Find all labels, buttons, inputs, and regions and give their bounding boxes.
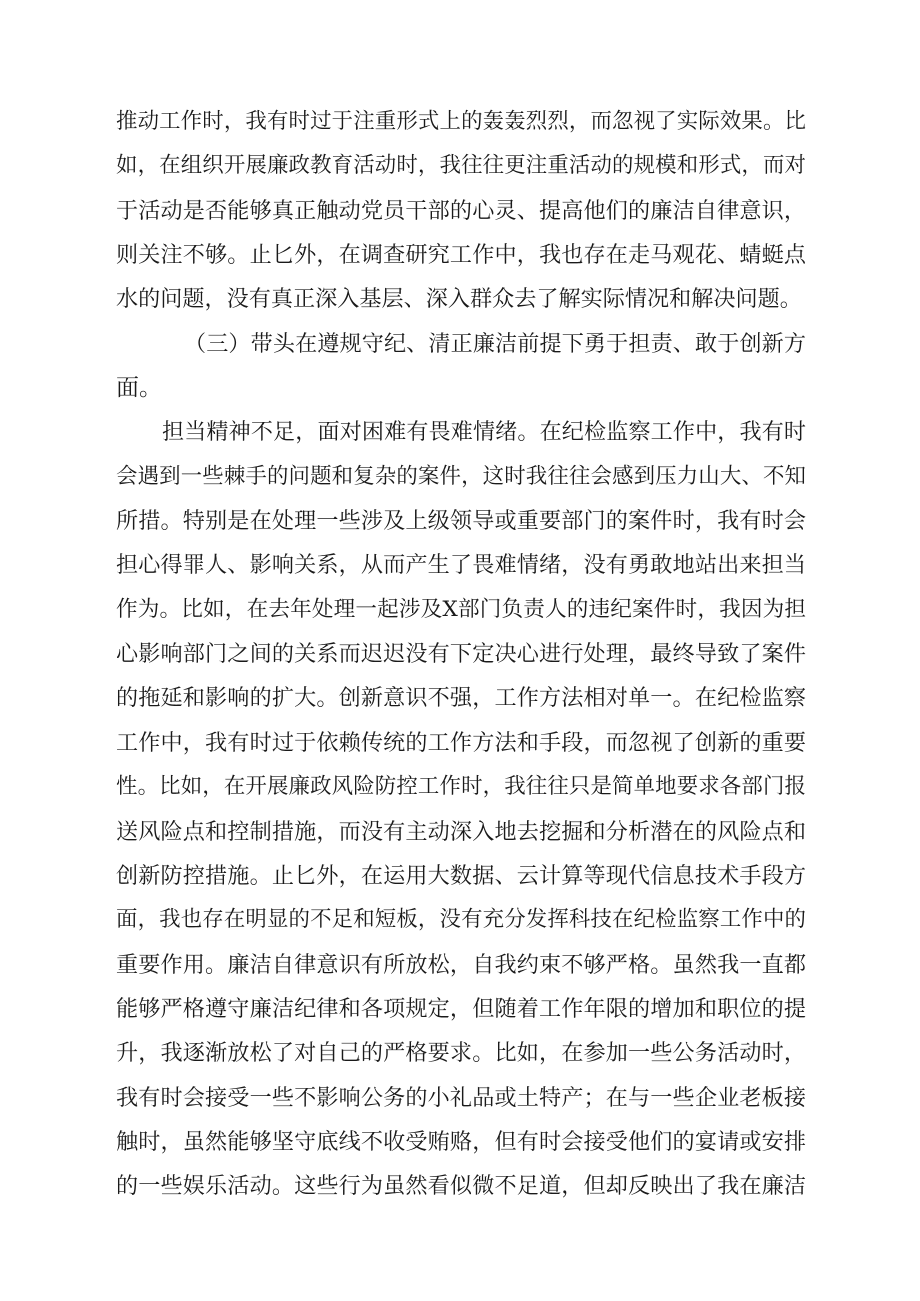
text-line: 送风险点和控制措施，而没有主动深入地去挖掘和分析潜在的风险点和 <box>116 818 806 845</box>
text-line: 升，我逐渐放松了对自己的严格要求。比如，在参加一些公务活动时， <box>116 1040 806 1067</box>
body-text <box>116 100 806 1209</box>
text-line: 我有时会接受一些不影响公务的小礼品或土特产；在与一些企业老板接 <box>116 1084 806 1111</box>
text-line: 工作中，我有时过于依赖传统的工作方法和手段，而忽视了创新的重要 <box>116 729 806 756</box>
section-heading: （三）带头在遵规守纪、清正廉洁前提下勇于担责、敢于创新方 <box>184 330 806 357</box>
text-line: 会遇到一些棘手的问题和复杂的案件，这时我往往会感到压力山大、不知 <box>116 463 806 489</box>
text-line: 作为。比如，在去年处理一起涉及X部门负责人的违纪案件时，我因为担 <box>116 596 806 622</box>
text-line: 能够严格遵守廉洁纪律和各项规定，但随着工作年限的增加和职位的提 <box>116 995 806 1022</box>
text-line: 担当精神不足，面对困难有畏难情绪。在纪检监察工作中，我有时 <box>162 419 806 446</box>
text-line: 创新防控措施。止匕外，在运用大数据、云计算等现代信息技术手段方 <box>116 862 806 889</box>
text-line: 担心得罪人、影响关系，从而产生了畏难情绪，没有勇敢地站出来担当 <box>116 552 806 579</box>
text-line: 则关注不够。止匕外，在调查研究工作中，我也存在走马观花、蜻蜓点 <box>116 242 806 269</box>
text-line: 水的问题，没有真正深入基层、深入群众去了解实际情况和解决问题。 <box>116 286 802 313</box>
text-line: 面，我也存在明显的不足和短板，没有充分发挥科技在纪检监察工作中的 <box>116 907 806 933</box>
text-line: 所措。特别是在处理一些涉及上级领导或重要部门的案件时，我有时会 <box>116 508 806 535</box>
text-line: 触时，虽然能够坚守底线不收受贿赂，但有时会接受他们的宴请或安排 <box>116 1128 806 1155</box>
text-line: 于活动是否能够真正触动党员干部的心灵、提高他们的廉洁自律意识， <box>116 197 806 224</box>
text-line: 重要作用。廉洁自律意识有所放松，自我约束不够严格。虽然我一直都 <box>116 951 806 978</box>
text-line: 心影响部门之间的关系而迟迟没有下定决心进行处理，最终导致了案件 <box>116 641 806 668</box>
text-line: 的一些娱乐活动。这些行为虽然看似微不足道，但却反映出了我在廉洁 <box>116 1173 806 1200</box>
text-line: 推动工作时，我有时过于注重形式上的轰轰烈烈，而忽视了实际效果。比 <box>116 109 806 134</box>
text-line: 性。比如，在开展廉政风险防控工作时，我往往只是简单地要求各部门报 <box>116 774 806 800</box>
section-heading-continued: 面。 <box>116 375 162 402</box>
text-line: 的拖延和影响的扩大。创新意识不强，工作方法相对单一。在纪检监察 <box>116 685 806 712</box>
text-line: 如，在组织开展廉政教育活动时，我往往更注重活动的规模和形式，而对 <box>116 153 806 179</box>
